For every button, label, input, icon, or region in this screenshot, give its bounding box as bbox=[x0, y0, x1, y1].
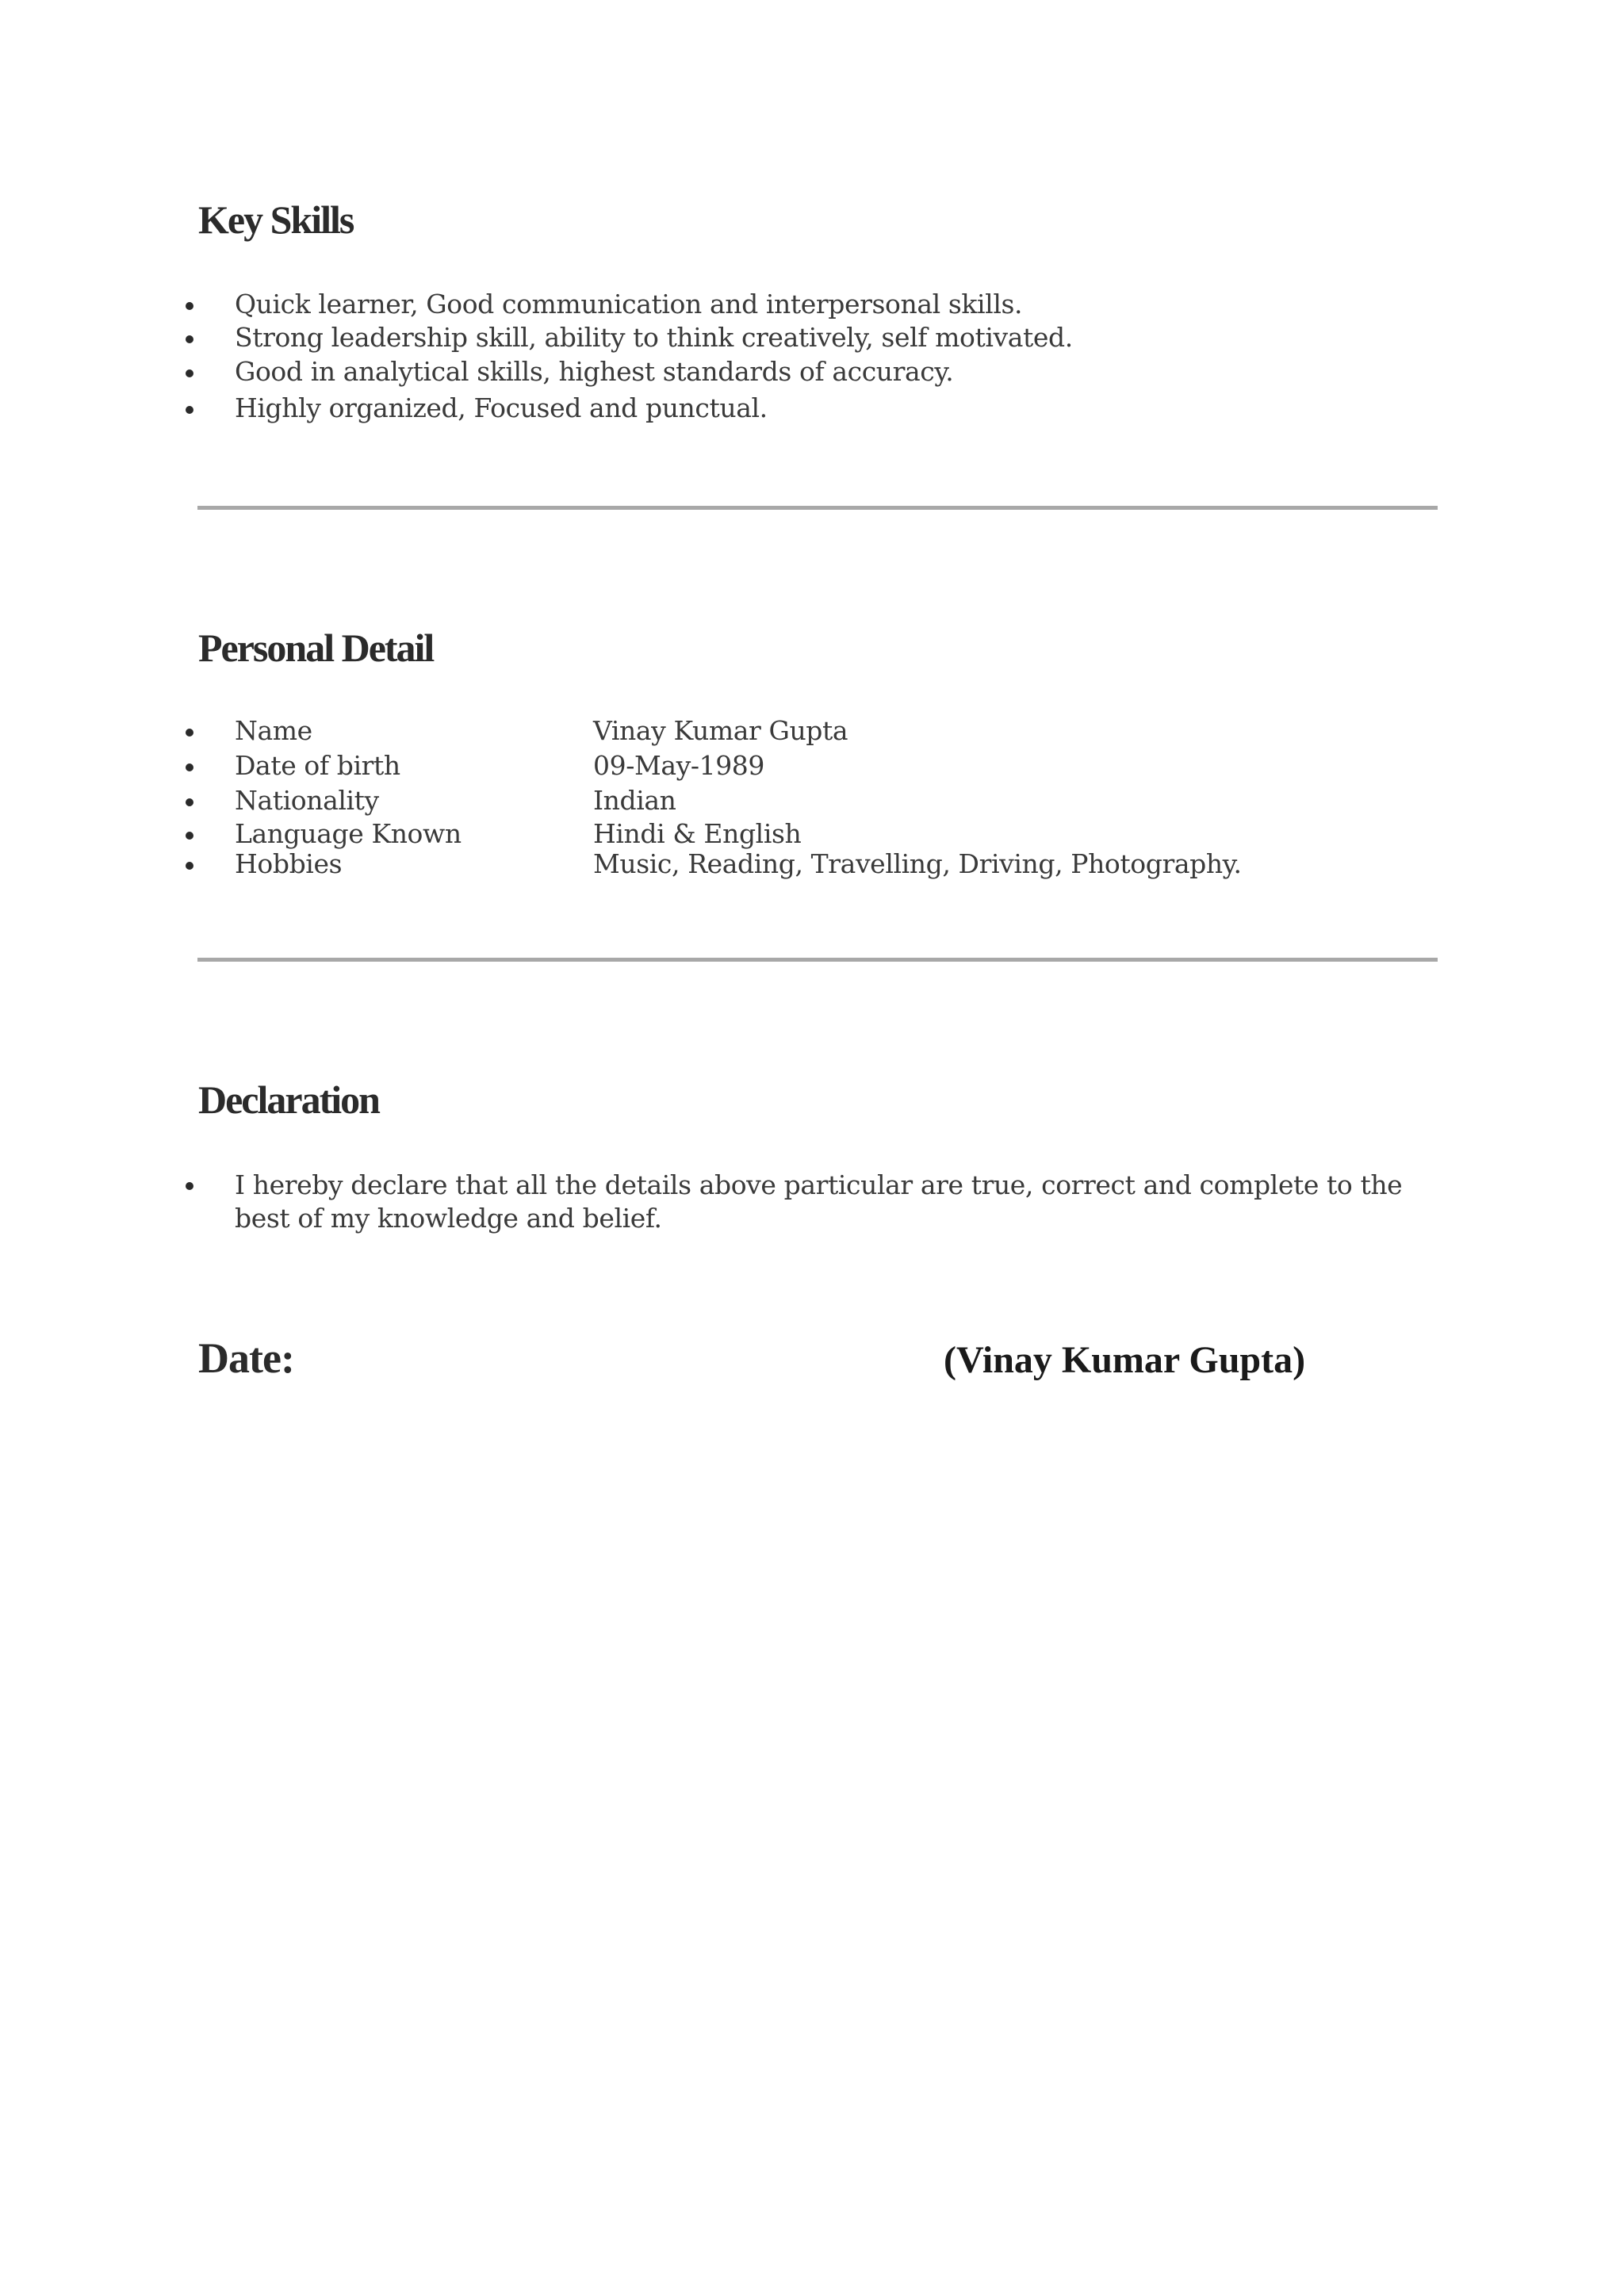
detail-label: Name bbox=[235, 715, 312, 746]
detail-value: Indian bbox=[593, 785, 676, 816]
list-item bbox=[0, 715, 1624, 747]
detail-value: Vinay Kumar Gupta bbox=[593, 715, 848, 746]
bullet-icon bbox=[186, 862, 193, 870]
list-item bbox=[0, 392, 1624, 424]
bullet-icon bbox=[186, 1182, 193, 1190]
bullet-icon bbox=[186, 798, 193, 806]
list-item bbox=[0, 750, 1624, 782]
declaration-text: I hereby declare that all the details above particular are true, correct and complete to the best of my knowledge and belief. bbox=[235, 1169, 1403, 1234]
bullet-icon bbox=[186, 369, 193, 377]
bullet-icon bbox=[186, 832, 193, 840]
signature: (Vinay Kumar Gupta) bbox=[944, 1339, 1306, 1381]
detail-label: Hobbies bbox=[235, 848, 343, 879]
bullet-icon bbox=[186, 729, 193, 737]
list-item bbox=[0, 1169, 1624, 1235]
bullet-icon bbox=[186, 302, 193, 310]
skill-text: Quick learner, Good communication and interpersonal skills. bbox=[235, 289, 1023, 320]
detail-value: 09-May-1989 bbox=[593, 750, 764, 781]
bullet-icon bbox=[186, 335, 193, 343]
declaration-heading: Declaration bbox=[198, 1077, 379, 1122]
list-item bbox=[0, 848, 1624, 880]
date-label: Date: bbox=[198, 1334, 294, 1382]
list-item bbox=[0, 289, 1624, 320]
bullet-icon bbox=[186, 406, 193, 414]
bullet-icon bbox=[186, 763, 193, 771]
skill-text: Strong leadership skill, ability to think creatively, self motivated. bbox=[235, 322, 1073, 353]
detail-label: Date of birth bbox=[235, 750, 400, 781]
skill-text: Highly organized, Focused and punctual. bbox=[235, 392, 768, 423]
list-item bbox=[0, 818, 1624, 850]
section-divider bbox=[197, 506, 1438, 510]
personal-detail-heading: Personal Detail bbox=[198, 626, 434, 670]
detail-label: Nationality bbox=[235, 785, 379, 816]
detail-value: Hindi & English bbox=[593, 818, 802, 849]
list-item bbox=[0, 356, 1624, 388]
detail-value: Music, Reading, Travelling, Driving, Photography. bbox=[593, 848, 1242, 879]
detail-label: Language Known bbox=[235, 818, 462, 849]
list-item bbox=[0, 322, 1624, 354]
section-divider bbox=[197, 958, 1438, 962]
key-skills-heading: Key Skills bbox=[198, 197, 354, 242]
list-item bbox=[0, 785, 1624, 817]
skill-text: Good in analytical skills, highest standards of accuracy. bbox=[235, 356, 954, 387]
